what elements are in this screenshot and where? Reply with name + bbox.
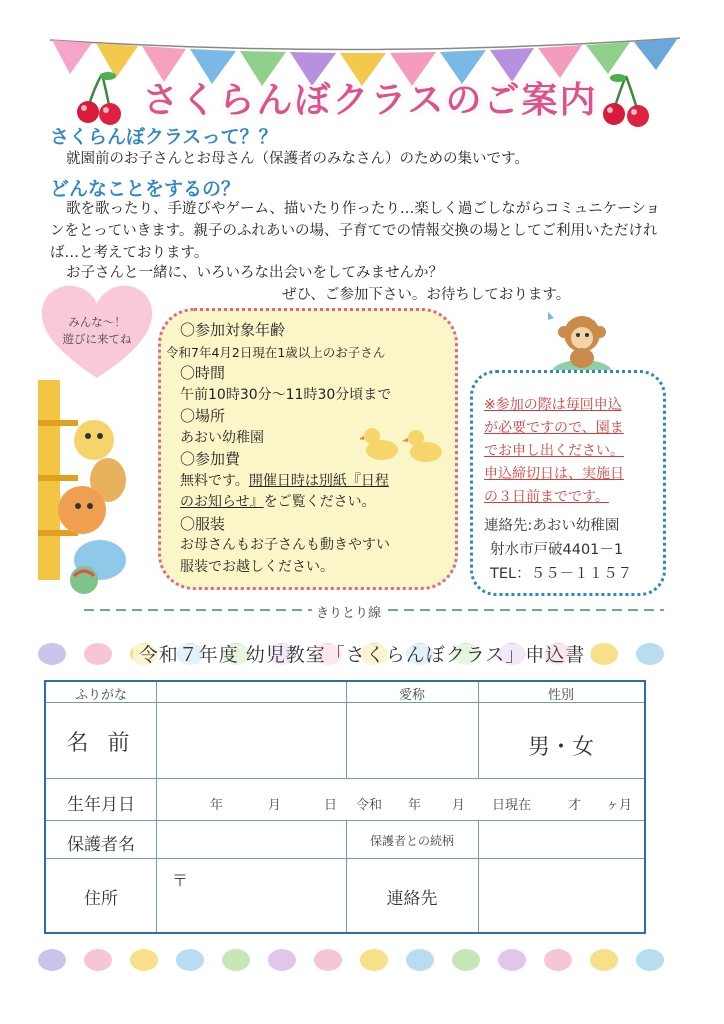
watercolor-dots-bottom <box>30 942 694 978</box>
contact-field[interactable] <box>480 860 642 930</box>
closing-paragraph: ぜひ、ご参加下さい。お待ちしております。 <box>282 287 571 303</box>
time-value: 午前10時30分～11時30分頃まで <box>180 386 392 403</box>
heart-line: みんな～！ <box>68 315 126 329</box>
contact-name: 連絡先:あおい幼稚園 <box>484 518 620 534</box>
application-notice <box>484 394 660 509</box>
guardian-label: 保護者名 <box>67 835 135 855</box>
activities-paragraph: 歌を歌ったり、手遊びやゲーム、描いたり作ったり…楽しく過ごしながらコミュニケーションをとっていきます。親子のふれあいの場、子育てでの情報交換の場としてご利用いただければ…と考えております。 <box>50 201 661 261</box>
animals-illustration <box>38 380 130 602</box>
day-unit: 日 <box>324 798 338 813</box>
fee-value <box>180 471 455 493</box>
contact-info <box>484 514 664 586</box>
fee-text: をご覧ください。 <box>263 494 376 510</box>
page-title: さくらんぼクラスのご案内 <box>142 80 598 121</box>
place-value: あおい幼稚園 <box>180 429 264 446</box>
nickname-label: 愛称 <box>398 688 425 703</box>
gender-options[interactable]: 男・女 <box>527 735 594 760</box>
application-form-title <box>40 640 684 667</box>
months-unit: ヶ月 <box>606 798 633 813</box>
month-unit: 月 <box>452 798 466 813</box>
about-paragraph: 就園前のお子さんとお母さん（保護者のみなさん）のための集いです。 <box>66 151 529 167</box>
invitation-paragraph: お子さんと一緒に、いろいろな出会いをしてみませんか？ <box>66 265 443 281</box>
age-unit: 才 <box>568 798 582 813</box>
schedule-note: 開催日時は別紙『日程 <box>248 472 389 489</box>
furigana-label: ふりがな <box>74 688 127 703</box>
fee-text: 無料です。 <box>180 472 249 489</box>
gender-label: 性別 <box>547 688 574 703</box>
contact-label: 連絡先 <box>386 889 438 909</box>
contact-address: 射水市戸破4401－1 <box>490 542 624 558</box>
section-heading-activities: どんなことをするの？ <box>50 178 241 200</box>
notice-line: の３日前までです。 <box>484 489 609 505</box>
month-unit: 月 <box>268 798 282 813</box>
as-of-label: 日現在 <box>492 798 532 813</box>
relation-field[interactable] <box>480 822 642 856</box>
time-label: 〇時間 <box>180 364 226 382</box>
target-age-label: 〇参加対象年齢 <box>180 321 286 339</box>
heart-message <box>42 314 152 348</box>
heart-line: 遊びに来てね <box>62 332 132 346</box>
notice-line: が必要ですので、園ま <box>484 420 624 436</box>
fee-value-cont <box>180 492 455 514</box>
era-label: 令和 <box>356 798 383 813</box>
guardian-field[interactable] <box>158 822 344 856</box>
cherry-icon <box>72 68 132 128</box>
notice-line: 申込締切日は、実施日 <box>484 466 624 482</box>
name-field[interactable] <box>158 704 344 776</box>
dress-value: 服装でお越しください。 <box>180 558 334 575</box>
application-form <box>44 680 646 934</box>
address-label: 住所 <box>84 889 118 909</box>
address-field[interactable] <box>158 860 344 930</box>
name-label: 名 前 <box>66 731 136 756</box>
dress-value: お母さんもお子さんも動きやすい <box>180 537 390 553</box>
year-unit: 年 <box>210 798 224 813</box>
nickname-field[interactable] <box>348 704 476 776</box>
birthdate-label: 生年月日 <box>67 795 135 815</box>
schedule-note: のお知らせ』 <box>180 494 264 510</box>
fee-label: 〇参加費 <box>180 450 241 468</box>
form-title-text: 令和７年度 幼児教室「さくらんぼクラス」申込書 <box>133 644 591 666</box>
furigana-field[interactable] <box>158 684 344 702</box>
dress-label: 〇服装 <box>180 514 226 533</box>
notice-line: でお申し出ください。 <box>484 443 624 459</box>
place-label: 〇場所 <box>180 407 226 425</box>
ducks-illustration <box>360 420 450 464</box>
contact-tel: TEL：５５－１１５７ <box>490 566 633 582</box>
notice-line: ※参加の際は毎回申込 <box>484 397 622 413</box>
relation-label: 保護者との続柄 <box>369 834 454 848</box>
target-age-value: 令和7年4月2日現在1歳以上のお子さん <box>166 344 386 360</box>
postal-mark: 〒 <box>172 871 189 890</box>
section-heading-about: さくらんぼクラスって？？ <box>50 126 278 148</box>
year-unit: 年 <box>408 798 422 813</box>
cut-line-label: きりとり線 <box>312 602 385 621</box>
